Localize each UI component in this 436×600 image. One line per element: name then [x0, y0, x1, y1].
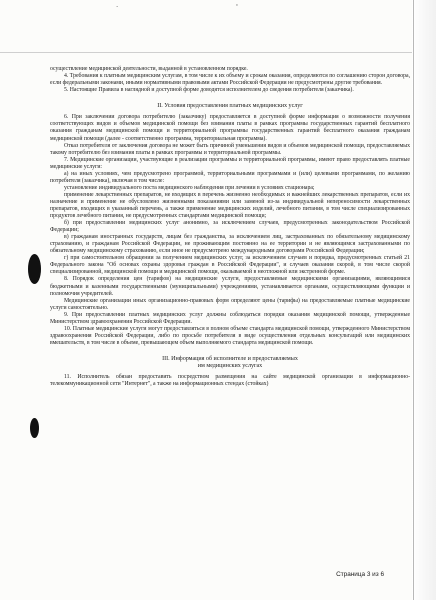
paragraph: в) гражданам иностранных государств, лицам без гражданства, за исключением лиц, застрахованных по обязательному медицинскому страхованию, и гражданам Российской Федерации, не проживающим постоянно на ее территории и не являющимся застрахованными по обязательному медицинскому страхованию, если иное не предусмотрено международными договорами Российской Федерации; — [50, 234, 410, 255]
paragraph: 11. Исполнитель обязан предоставить посредством размещения на сайте медицинской организации в информационно-телекоммуникационной сети "Интернет", а также на информационных стендах (стойках) — [50, 374, 410, 388]
scan-blot-2 — [30, 418, 39, 438]
scan-right-margin — [412, 0, 436, 600]
scan-mark-right: ' — [236, 3, 238, 11]
document-body — [50, 66, 410, 388]
paragraph: применение лекарственных препаратов, не входящих в перечень жизненно необходимых и важнейших лекарственных препаратов, если их назначение и применение не обусловлено жизненными показаниями или заменой из-за индивидуальной непереносимости лекарственных препаратов, входящих в указанный перечень, а также применение медицинских изделий, лечебного питания, в том числе специализированных продуктов лечебного питания, не предусмотренных стандартами медицинской помощи; — [50, 191, 410, 220]
page-number: Страница 3 из 6 — [336, 571, 384, 578]
paragraph: а) на иных условиях, чем предусмотрено программой, территориальными программами и (или) целевыми программами, по желанию потребителя (заказчика), включая в том числе: — [50, 170, 410, 184]
section-2-heading: II. Условия предоставления платных медицинских услуг — [157, 103, 303, 110]
paragraph: б) при предоставлении медицинских услуг анонимно, за исключением случаев, предусмотренных законодательством Российской Федерации; — [50, 220, 410, 234]
scan-mark-left: · — [116, 3, 119, 11]
paragraph: установление индивидуального поста медицинского наблюдения при лечении в условиях стационара; — [64, 184, 315, 191]
paragraph: 8. Порядок определения цен (тарифов) на медицинские услуги, предоставляемые медицинскими организациями, являющимися бюджетными и казенными государственными (муниципальными) учреждениями, устанавливается органами, осуществляющими функции и полномочия учредителей. — [50, 276, 410, 297]
section-3-heading — [50, 356, 410, 370]
scan-top-line — [0, 52, 436, 53]
paragraph: г) при самостоятельном обращении за получением медицинских услуг, за исключением случаев и порядка, предусмотренных статьей 21 Федерального закона "Об основах охраны здоровья граждан в Российской Федерации", и случаев оказания скорой, в том числе скорой специализированной, медицинской помощи и медицинской помощи, оказываемой в неотложной или экстренной форме. — [50, 255, 410, 276]
section-3-heading-line1: III. Информация об исполнителе и предоставляемых — [162, 355, 298, 362]
paragraph: 7. Медицинские организации, участвующие в реализации программы и территориальной программы, имеют право предоставлять платные медицинские услуги: — [50, 156, 410, 170]
paragraph: 4. Требования к платным медицинским услугам, в том числе к их объему и срокам оказания, определяются по соглашению сторон договора, если федеральными законами, иными нормативными правовыми актами Российской Федерации не предусмотрены другие требования. — [50, 73, 410, 87]
paragraph: 9. При предоставлении платных медицинских услуг должны соблюдаться порядки оказания медицинской помощи, утвержденные Министерством здравоохранения Российской Федерации. — [50, 311, 410, 325]
paragraph: осуществление медицинской деятельности, выданной в установленном порядке. — [50, 66, 248, 72]
scan-blot-1 — [28, 254, 41, 284]
paragraph: 10. Платные медицинские услуги могут предоставляться в полном объеме стандарта медицинской помощи, утвержденного Министерством здравоохранения Российской Федерации, либо по просьбе потребителя в виде осуществления отдельных консультаций или медицинских вмешательств, в том числе в объеме, превышающем объем выполняемого стандарта медицинской помощи. — [50, 325, 410, 346]
paragraph: Отказ потребителя от заключения договора не может быть причиной уменьшения видов и объемов медицинской помощи, предоставляемых такому потребителю без взимания платы в рамках программы и территориальной программы. — [50, 142, 410, 156]
scan-right-edge — [413, 0, 414, 600]
section-3-heading-line2: им медицинских услугах — [197, 363, 263, 370]
paragraph: 5. Настоящие Правила в наглядной и доступной форме доводятся исполнителем до сведения потребителя (заказчика). — [64, 87, 354, 94]
paragraph: 6. При заключении договора потребителю (заказчику) предоставляется в доступной форме информация о возможности получения соответствующих видов и объемов медицинской помощи без взимания платы в рамках программы государственных гарантий бесплатного оказания гражданам медицинской помощи и территориальной программы государственных гарантий бесплатного оказания гражданам медицинской помощи (далее - соответственно программа, территориальная программа). — [50, 114, 410, 142]
paragraph: Медицинские организации иных организационно-правовых форм определяют цены (тарифы) на предоставляемые платные медицинские услуги самостоятельно. — [50, 297, 410, 311]
